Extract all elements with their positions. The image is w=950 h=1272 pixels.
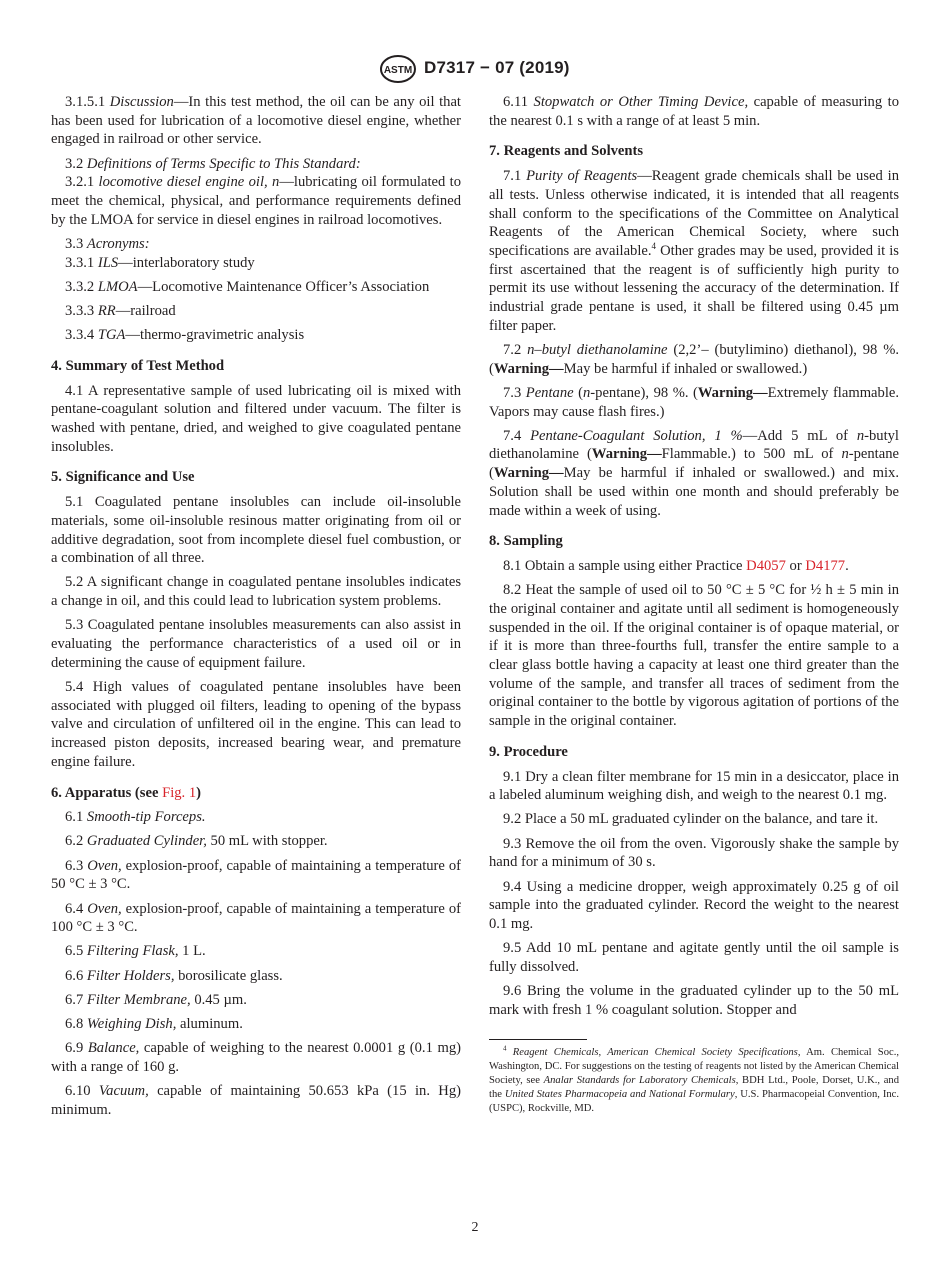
section-heading-5: 5. Significance and Use: [51, 469, 195, 486]
right-column: [489, 93, 899, 1116]
para-3-2-1: 3.2.1 locomotive diesel engine oil, n—lubricating oil formulated to meet the chemical, physical, and performance requirements defined by the LMOA for service in diesel engines in railroad locomotives.: [51, 174, 461, 228]
para-6-1: 6.1 Smooth-tip Forceps.: [65, 809, 206, 826]
svg-text:ASTM: ASTM: [383, 65, 413, 76]
para-6-8: 6.8 Weighing Dish, aluminum.: [65, 1016, 243, 1033]
section-heading-9: 9. Procedure: [489, 743, 568, 760]
para-6-3: 6.3 Oven, explosion-proof, capable of maintaining a temperature of 50 °C ± 3 °C.: [51, 857, 461, 893]
para-7-4: 7.4 Pentane-Coagulant Solution, 1 %—Add 5 mL of n-butyl diethanolamine (Warning—Flammable.) to 500 mL of n-pentane (Warning—May be harmful if inhaled or swallowed.) and mix. Solution shall be used within one month and should preferably be made within a week of using.: [489, 427, 899, 519]
para-3-3-2: 3.3.2 LMOA—Locomotive Maintenance Officer’s Association: [65, 278, 430, 295]
para-8-1: 8.1 Obtain a sample using either Practice D4057 or D4177.: [503, 557, 849, 574]
para-5-4: 5.4 High values of coagulated pentane insolubles have been associated with plugged oil filters, leading to opening of the bypass valve and circulation of unfiltered oil in the engine. This can lead to increased piston deposits, increased bearing wear, and premature engine failure.: [51, 678, 461, 770]
para-5-3: 5.3 Coagulated pentane insolubles measurements can also assist in evaluating the performance characteristics of a used oil or in determining the cause of equipment failure.: [51, 617, 461, 671]
footnote-4: $^4$ Reagent Chemicals, American Chemical Society Specifications, Am. Chemical Soc., Washington, DC. For suggestions on the testing of reagents not listed by the American Chemical Society, see Analar Standards for Laboratory Chemicals, BDH Ltd., Poole, Dorset, U.K., and the United States Pharmacopeia and National Formulary, U.S. Pharmacopeial Convention, Inc. (USPC), Rockville, MD.: [489, 1044, 900, 1115]
para-9-6: 9.6 Bring the volume in the graduated cylinder up to the 50 mL mark with fresh 1 % coagulant solution. Stopper and: [489, 983, 899, 1018]
footnote-ref-4[interactable]: 4: [651, 241, 657, 252]
para-8-2: 8.2 Heat the sample of used oil to 50 °C ± 5 °C for ½ h ± 5 min in the original container and agitate until all sediment is homogeneously suspended in the oil. If the original container is of opaque material, or if it is more than three-fourths full, transfer the entire sample to a clear glass bottle having a capacity at least one third greater than the volume of the sample, and transfer all traces of sediment from the original container to the bottle by vigorous agitation of portions of the sample in the original container.: [489, 582, 899, 730]
para-9-5: 9.5 Add 10 mL pentane and agitate gently until the oil sample is fully dissolved.: [489, 940, 899, 975]
page-number: 2: [471, 1220, 479, 1235]
left-column: [51, 93, 461, 1125]
para-7-1: 7.1 Purity of Reagents—Reagent grade chemicals shall be used in all tests. Unless otherwise indicated, it is intended that all reagents shall conform to the specifications of the Committee on Analytical Reagents of the American Chemical Society, where such specifications are available.$^4$ Other grades may be used, provided it is first ascertained that the reagent is of sufficiently high purity to permit its use without lessening the accuracy of the determination. If industrial grade pentane is used, it shall be filtered using 0.45 µm filter paper.: [489, 168, 899, 334]
para-6-4: 6.4 Oven, explosion-proof, capable of maintaining a temperature of 100 °C ± 3 °C.: [51, 900, 461, 936]
section-heading-8: 8. Sampling: [489, 533, 563, 550]
para-3-1-5-1: 3.1.5.1 Discussion—In this test method, the oil can be any oil that has been used for lubrication of a locomotive diesel engine, whether engaged in railroad or other service.: [51, 94, 461, 148]
para-6-7: 6.7 Filter Membrane, 0.45 µm.: [65, 991, 247, 1008]
para-9-3: 9.3 Remove the oil from the oven. Vigorously shake the sample by hand for a minimum of 30 s.: [489, 835, 899, 871]
para-4-1: 4.1 A representative sample of used lubricating oil is mixed with pentane-coagulant solution and filtered under vacuum. The filter is washed with pentane, dried, and weighed to give coagulated pentane insolubles.: [51, 382, 461, 455]
footnote-divider: [489, 1039, 587, 1040]
para-3-3: 3.3 Acronyms:: [65, 235, 150, 252]
fig-1-link[interactable]: Fig. 1: [162, 784, 197, 801]
para-7-3: 7.3 Pentane (n-pentane), 98 %. (Warning—Extremely flammable. Vapors may cause flash fires.): [489, 384, 899, 420]
page-header: [0, 54, 950, 84]
astm-logo-icon: [379, 54, 417, 84]
para-9-4: 9.4 Using a medicine dropper, weigh approximately 0.25 g of oil sample into the graduated cylinder. Record the weight to the nearest 0.1 mg.: [489, 878, 899, 932]
section-heading-6: 6. Apparatus (see Fig. 1): [51, 784, 202, 801]
para-6-10: 6.10 Vacuum, capable of maintaining 50.653 kPa (15 in. Hg) minimum.: [51, 1083, 461, 1118]
para-3-3-3: 3.3.3 RR—railroad: [65, 303, 176, 320]
para-6-6: 6.6 Filter Holders, borosilicate glass.: [65, 967, 283, 984]
para-7-2: 7.2 n–butyl diethanolamine (2,2’– (butylimino) diethanol), 98 %. (Warning—May be harmful if inhaled or swallowed.): [489, 341, 900, 377]
para-9-2: 9.2 Place a 50 mL graduated cylinder on the balance, and tare it.: [503, 811, 879, 828]
para-3-2: 3.2 Definitions of Terms Specific to This Standard:: [65, 155, 361, 172]
para-6-11: 6.11 Stopwatch or Other Timing Device, capable of measuring to the nearest 0.1 s with a range of at least 5 min.: [489, 94, 899, 129]
para-6-2: 6.2 Graduated Cylinder, 50 mL with stopper.: [65, 833, 328, 850]
para-9-1: 9.1 Dry a clean filter membrane for 15 min in a desiccator, place in a labeled aluminum weighing dish, and weigh to the nearest 0.1 mg.: [489, 768, 899, 804]
para-3-3-4: 3.3.4 TGA—thermo-gravimetric analysis: [65, 327, 305, 344]
para-6-9: 6.9 Balance, capable of weighing to the nearest 0.0001 g (0.1 mg) with a range of 160 g.: [51, 1040, 461, 1075]
para-5-1: 5.1 Coagulated pentane insolubles can include oil-insoluble materials, some oil-insoluble resinous matter originating from oil or additive degradation, soot from incomplete diesel fuel combustion, or a combination of all three.: [51, 494, 461, 567]
standard-designation: D7317 − 07 (2019): [424, 58, 570, 77]
d4177-link[interactable]: D4177: [805, 557, 846, 574]
d4057-link[interactable]: D4057: [746, 557, 786, 574]
para-5-2: 5.2 A significant change in coagulated pentane insolubles indicates a change in oil, and this could lead to lubrication system problems.: [51, 574, 461, 610]
section-heading-4: 4. Summary of Test Method: [51, 357, 225, 374]
para-3-3-1: 3.3.1 ILS—interlaboratory study: [65, 254, 255, 271]
para-6-5: 6.5 Filtering Flask, 1 L.: [65, 943, 206, 960]
section-heading-7: 7. Reagents and Solvents: [489, 143, 644, 160]
